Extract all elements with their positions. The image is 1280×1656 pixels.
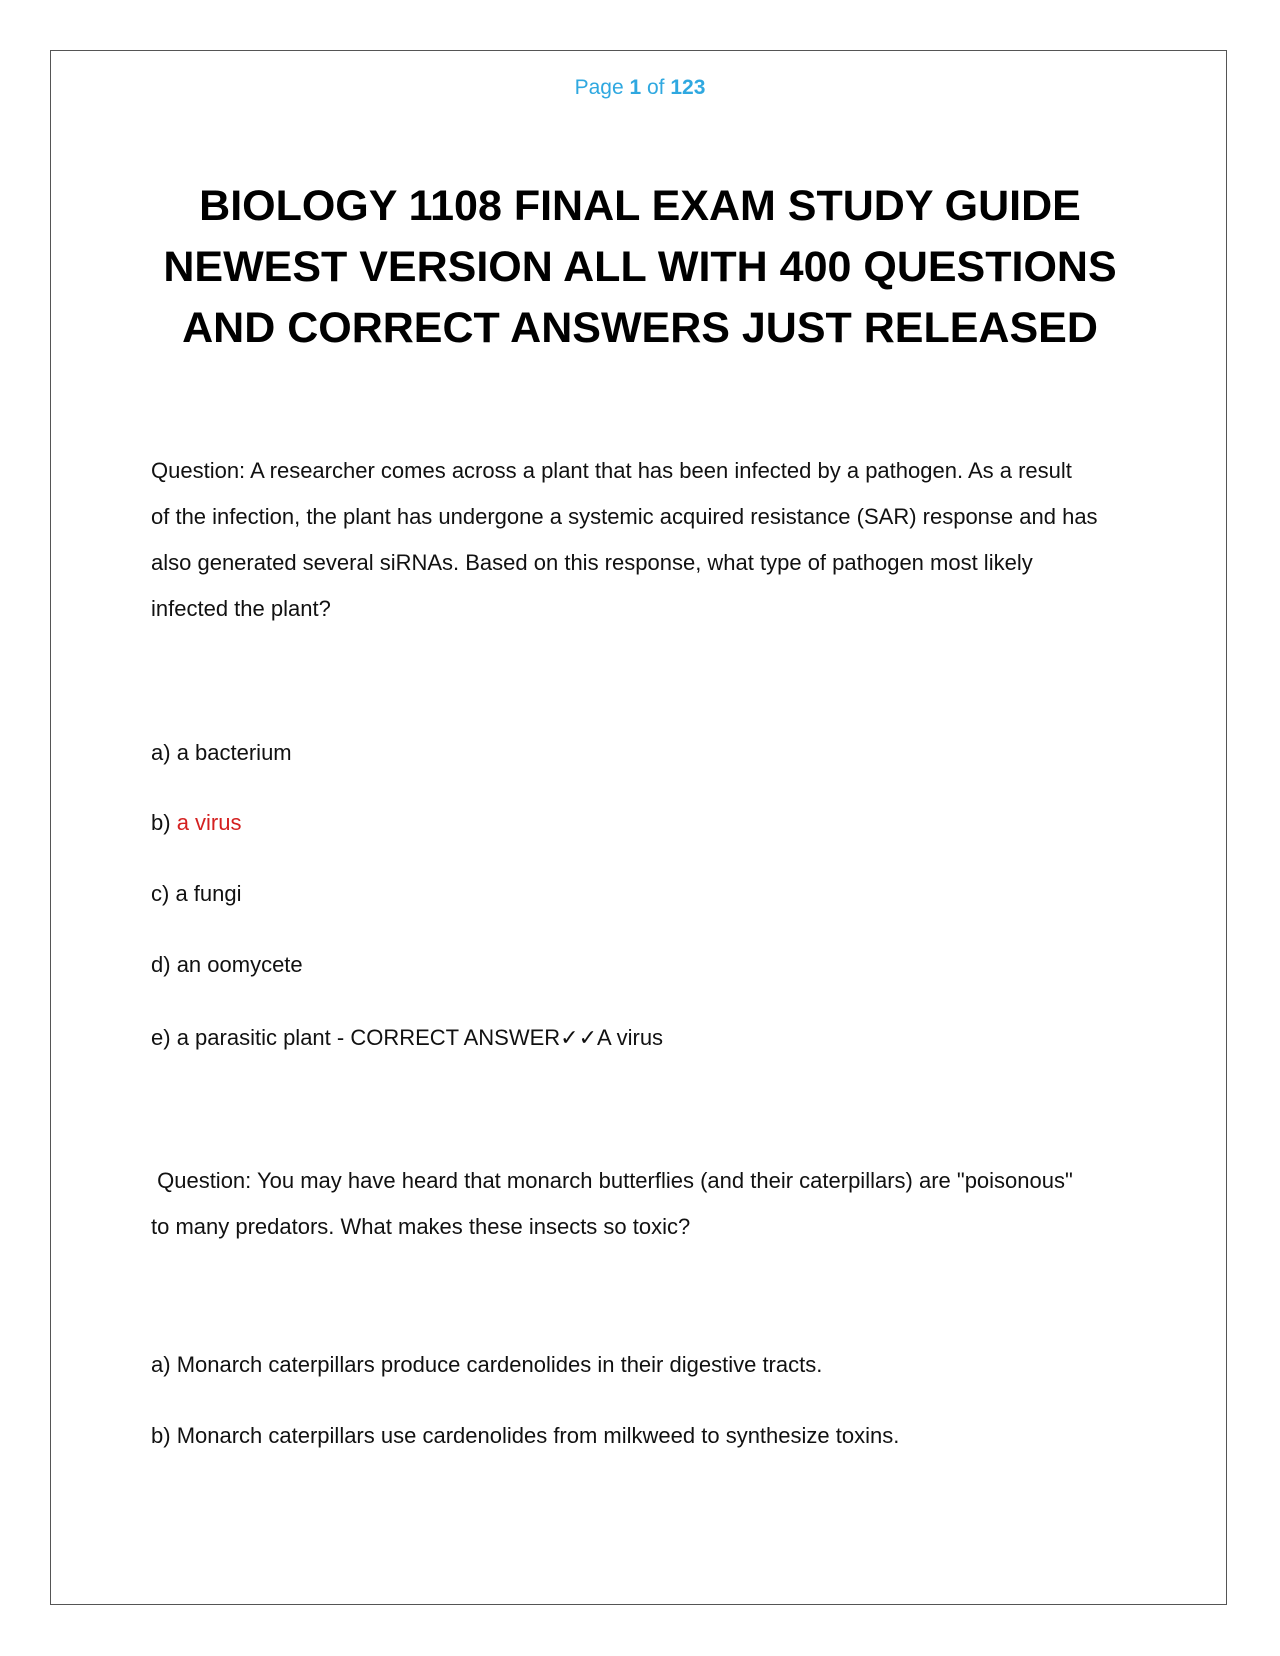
question-1-text — [151, 448, 1131, 632]
option-prefix: a) — [151, 1352, 171, 1377]
question-line: infected the plant? — [151, 596, 331, 621]
option-text-highlighted: a virus — [176, 810, 242, 835]
question-1-option-e — [151, 1023, 663, 1053]
question-2-option-a — [151, 1350, 822, 1380]
page-prefix: Page — [574, 76, 624, 99]
page-number — [0, 76, 1280, 100]
option-prefix: e) — [151, 1025, 171, 1050]
title-line: AND CORRECT ANSWERS JUST RELEASED — [182, 304, 1098, 352]
question-line: Question: You may have heard that monarch butterflies (and their caterpillars) are "poisonous" — [151, 1168, 1073, 1193]
question-1-option-d — [151, 950, 303, 980]
question-2-option-b — [151, 1421, 899, 1451]
option-prefix: d) — [151, 952, 171, 977]
page-total: 123 — [670, 76, 706, 99]
option-text: a fungi — [175, 881, 242, 906]
page-of: of — [647, 76, 665, 99]
option-text: a parasitic plant - CORRECT ANSWER✓✓A virus — [176, 1025, 664, 1050]
option-prefix: b) — [151, 1423, 171, 1448]
question-1-option-a — [151, 738, 292, 768]
option-text: a bacterium — [176, 740, 292, 765]
question-1-option-b — [151, 808, 241, 838]
option-text: Monarch caterpillars use cardenolides from milkweed to synthesize toxins. — [176, 1423, 900, 1448]
question-line: of the infection, the plant has undergone a systemic acquired resistance (SAR) response and has — [151, 504, 1098, 529]
question-1-option-c — [151, 879, 242, 909]
option-prefix: c) — [151, 881, 170, 906]
option-prefix: b) — [151, 810, 171, 835]
option-text: Monarch caterpillars produce cardenolides in their digestive tracts. — [176, 1352, 823, 1377]
document-title — [100, 176, 1180, 359]
page-current: 1 — [629, 76, 642, 99]
option-prefix: a) — [151, 740, 171, 765]
question-2-text — [151, 1158, 1131, 1250]
question-line: Question: A researcher comes across a plant that has been infected by a pathogen. As a result — [151, 458, 1072, 483]
question-line: also generated several siRNAs. Based on this response, what type of pathogen most likely — [151, 550, 1033, 575]
option-text: an oomycete — [176, 952, 303, 977]
title-line: BIOLOGY 1108 FINAL EXAM STUDY GUIDE — [199, 182, 1081, 230]
question-line: to many predators. What makes these insects so toxic? — [151, 1214, 691, 1239]
title-line: NEWEST VERSION ALL WITH 400 QUESTIONS — [163, 243, 1117, 291]
